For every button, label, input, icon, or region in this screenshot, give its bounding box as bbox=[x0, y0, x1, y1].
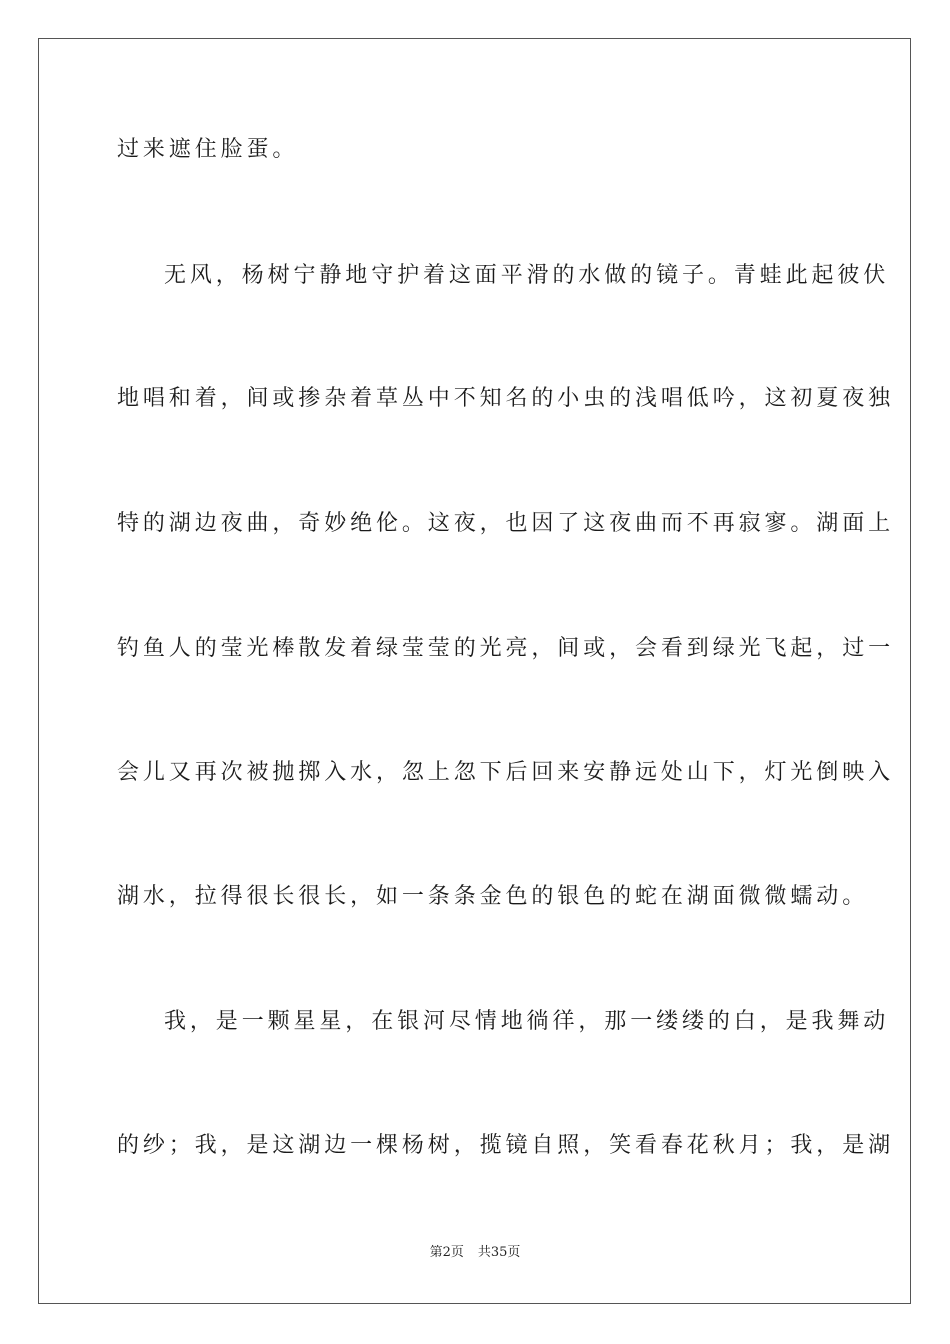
text-line: 钓鱼人的莹光棒散发着绿莹莹的光亮，间或，会看到绿光飞起，过一 bbox=[117, 636, 895, 661]
text-line: 我，是一颗星星，在银河尽情地徜徉，那一缕缕的白，是我舞动 bbox=[164, 1009, 890, 1034]
text-line: 无风，杨树宁静地守护着这面平滑的水做的镜子。青蛙此起彼伏 bbox=[164, 263, 890, 288]
text-line: 湖水，拉得很长很长，如一条条金色的银色的蛇在湖面微微蠕动。 bbox=[117, 884, 869, 909]
text-line: 会儿又再次被抛掷入水，忽上忽下后回来安静远处山下，灯光倒映入 bbox=[117, 760, 895, 785]
text-line: 过来遮住脸蛋。 bbox=[117, 137, 299, 162]
page-footer bbox=[0, 1243, 950, 1263]
text-line: 特的湖边夜曲，奇妙绝伦。这夜，也因了这夜曲而不再寂寥。湖面上 bbox=[117, 511, 895, 536]
page-frame bbox=[38, 38, 911, 1304]
text-line: 地唱和着，间或掺杂着草丛中不知名的小虫的浅唱低吟，这初夏夜独 bbox=[117, 386, 895, 411]
text-line: 的纱；我，是这湖边一棵杨树，揽镜自照，笑看春花秋月；我，是湖 bbox=[117, 1133, 895, 1158]
page-total: 共35页 bbox=[477, 1245, 521, 1260]
page-number: 第2页 bbox=[429, 1245, 464, 1260]
